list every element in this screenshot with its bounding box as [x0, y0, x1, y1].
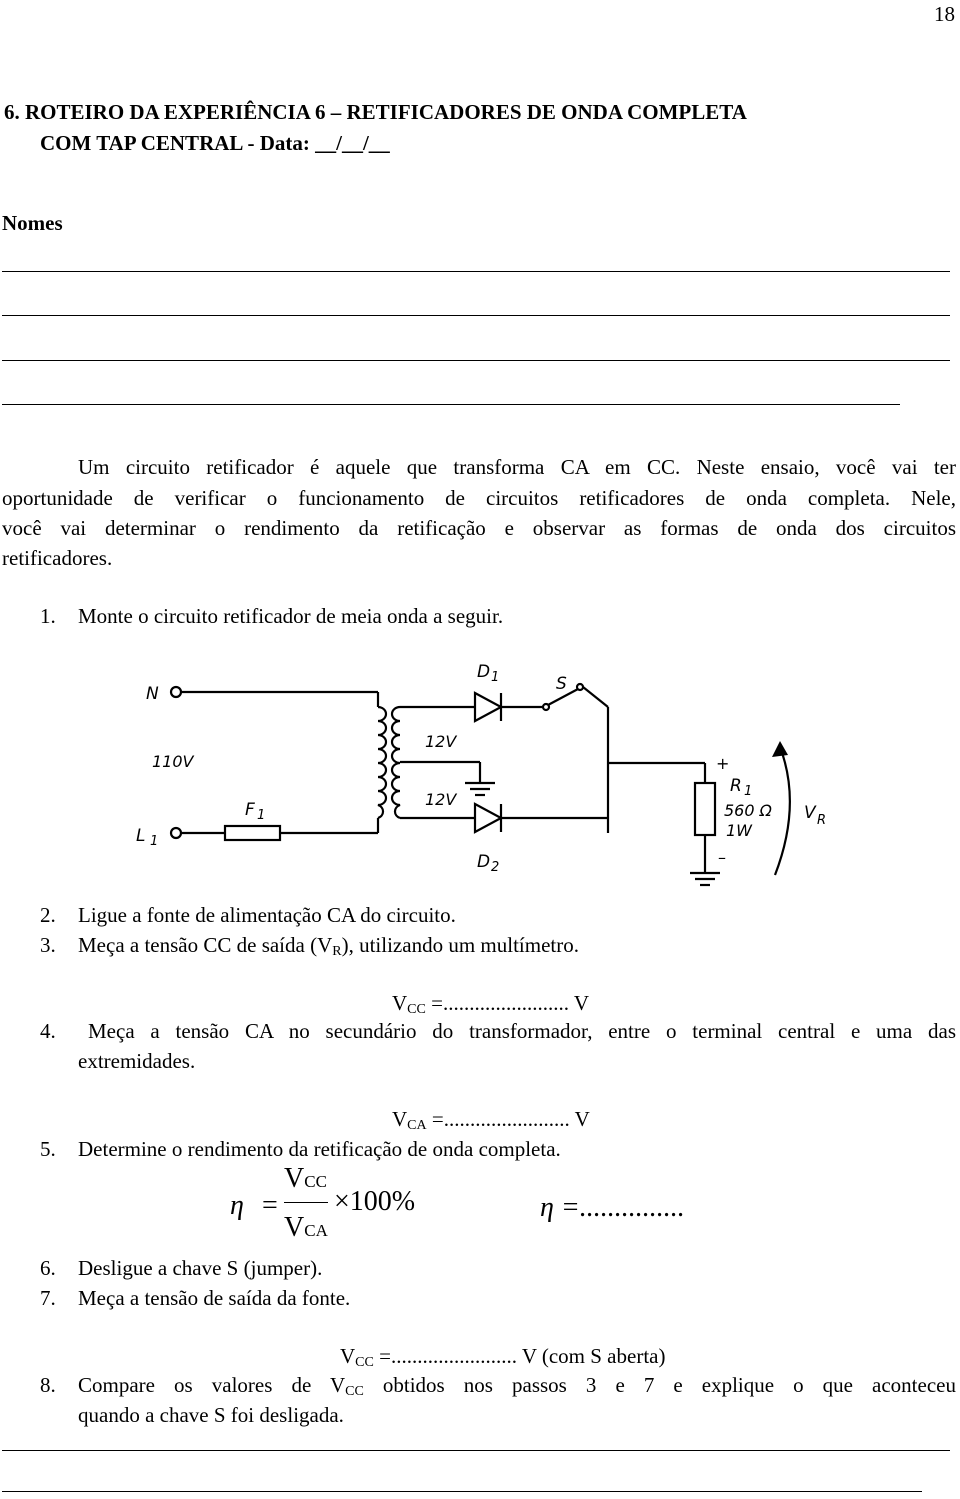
step-number: 4. — [40, 1019, 56, 1043]
circuit-label-plus: + — [716, 754, 730, 773]
circuit-label-fuse: F — [245, 800, 255, 820]
name-blank-line-2[interactable] — [2, 315, 950, 316]
step-number: 2. — [40, 903, 56, 927]
circuit-label-secondary-1: 12V — [425, 732, 457, 751]
circuit-label-l: L — [136, 826, 146, 846]
circuit-label-d2: D — [477, 852, 491, 872]
formula-numerator: VCC — [284, 1163, 327, 1194]
step-number: 6. — [40, 1256, 56, 1280]
step-5-text: Determine o rendimento da retificação de onda completa. — [78, 1137, 561, 1161]
circuit-label-fuse-sub: 1 — [257, 808, 266, 823]
step-4-text-line-1: Meça a tensão CA no secundário do transformador, entre o terminal central e uma das — [88, 1019, 956, 1043]
title-line-2: COM TAP CENTRAL - Data: __/__/__ — [40, 131, 390, 155]
name-blank-line-4[interactable] — [2, 404, 900, 405]
intro-line-1: Um circuito retificador é aquele que transforma CA em CC. Neste ensaio, você vai ter — [78, 455, 956, 479]
circuit-label-switch: S — [556, 674, 567, 694]
step-number: 5. — [40, 1137, 56, 1161]
step-number: 1. — [40, 604, 56, 628]
title-line-1: 6. ROTEIRO DA EXPERIÊNCIA 6 – RETIFICADORES DE ONDA COMPLETA — [4, 100, 747, 124]
intro-line-2: oportunidade de verificar o funcionamento de circuitos retificadores de onda completa. Nele, — [2, 486, 956, 510]
formula-denominator: VCA — [284, 1212, 328, 1243]
vca-measure-field[interactable]: $V_{CA}$ =........................ V — [392, 1107, 590, 1133]
formula-fraction-bar — [284, 1202, 328, 1203]
intro-line-4: retificadores. — [2, 546, 113, 570]
step-number: 7. — [40, 1286, 56, 1310]
answer-blank-line-2[interactable] — [2, 1491, 922, 1492]
circuit-label-resistance: 560 Ω — [724, 801, 772, 820]
step-6-text: Desligue a chave S (jumper). — [78, 1256, 323, 1280]
vcc-measure-field[interactable]: $V_{CC}$ =........................ V — [392, 991, 589, 1017]
circuit-label-secondary-2: 12V — [425, 790, 457, 809]
name-blank-line-1[interactable] — [2, 271, 950, 272]
circuit-label-resistor: R — [730, 776, 742, 796]
page-number: 18 — [934, 2, 955, 26]
step-2-text: Ligue a fonte de alimentação CA do circuito. — [78, 903, 456, 927]
circuit-label-resistor-sub: 1 — [744, 784, 753, 799]
answer-blank-line-1[interactable] — [2, 1450, 950, 1451]
circuit-label-n: N — [146, 684, 159, 704]
circuit-label-d1: D — [477, 662, 491, 682]
step-4-text-line-2: extremidades. — [78, 1049, 196, 1073]
step-7-text: Meça a tensão de saída da fonte. — [78, 1286, 351, 1310]
step-8-text-line-2: quando a chave S foi desligada. — [78, 1403, 344, 1427]
circuit-label-vr-sub: R — [817, 813, 827, 828]
vcc-open-measure-field[interactable]: $V_{CC}$ =........................ V (com S aberta) — [340, 1344, 666, 1370]
circuit-label-d1-sub: 1 — [491, 670, 500, 685]
step-number: 8. — [40, 1373, 56, 1397]
circuit-label-vr: V — [804, 803, 816, 823]
circuit-label-power: 1W — [726, 821, 752, 840]
step-8-text-line-1: Compare os valores de $V_{CC}$ obtidos nos passos 3 e 7 e explique o que aconteceu — [78, 1373, 956, 1399]
names-label: Nomes — [2, 211, 63, 235]
circuit-label-l-sub: 1 — [150, 834, 159, 849]
rectifier-circuit-diagram — [120, 655, 840, 900]
circuit-label-input-voltage: 110V — [152, 752, 194, 771]
step-1-text: Monte o circuito retificador de meia onda a seguir. — [78, 604, 504, 628]
intro-line-3: você vai determinar o rendimento da retificação e observar as formas de onda dos circuitos — [2, 516, 956, 540]
name-blank-line-3[interactable] — [2, 360, 950, 361]
circuit-label-minus: – — [718, 848, 726, 867]
step-number: 3. — [40, 933, 56, 957]
step-3-text: Meça a tensão CC de saída $(V_R)$, utilizando um multímetro. — [78, 933, 579, 959]
formula-equals: = — [262, 1190, 278, 1221]
circuit-label-d2-sub: 2 — [491, 860, 500, 875]
formula-times-100: ×100% — [334, 1186, 416, 1217]
formula-eta: η — [230, 1190, 244, 1221]
efficiency-result-field[interactable]: η =............... — [540, 1192, 685, 1223]
